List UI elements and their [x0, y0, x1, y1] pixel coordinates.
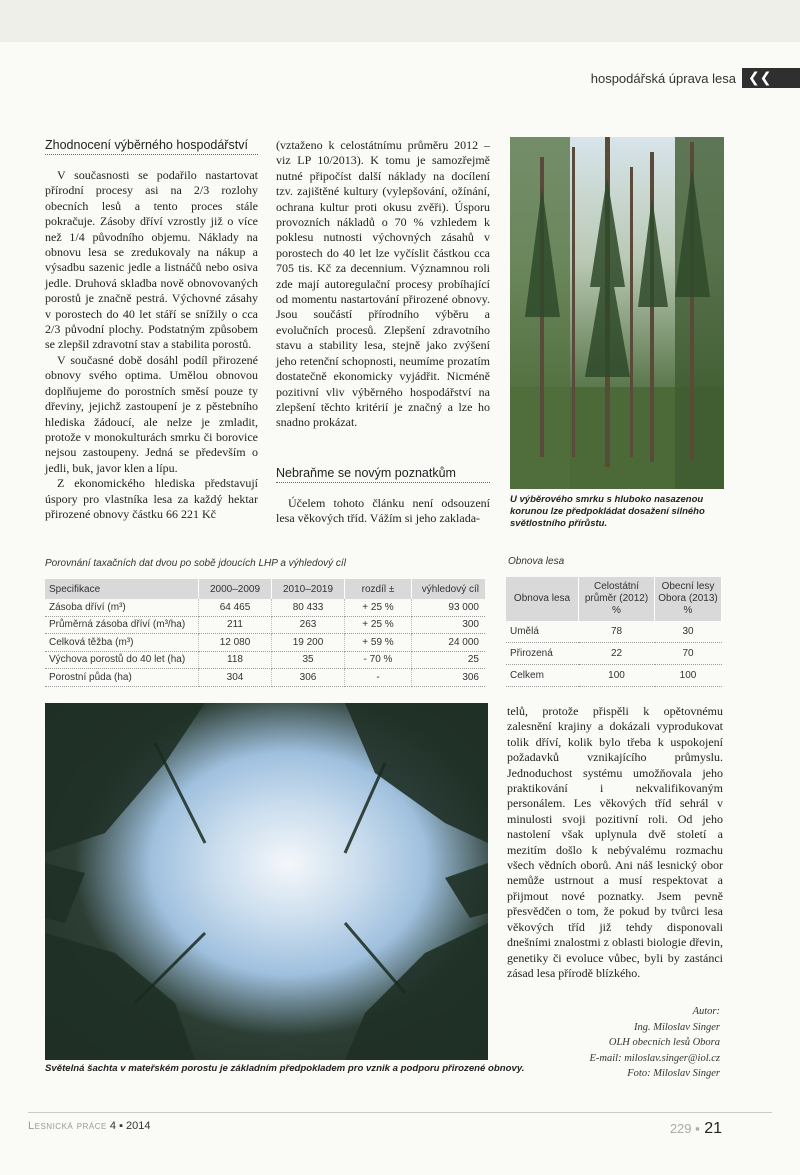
heading-new-knowledge: Nebraňme se novým poznatkům — [276, 466, 490, 483]
section-title: hospodářská úprava lesa — [590, 70, 736, 86]
author-block — [590, 1004, 721, 1082]
column-header: Celostátní průměr (2012) % — [579, 577, 655, 621]
column-header: výhledový cíl — [412, 579, 486, 599]
cell: - — [345, 669, 412, 687]
table-header-row — [506, 577, 722, 621]
paragraph: (vztaženo k celostátnímu průměru 2012 – viz LP 10/2013). K tomu je samozřejmě nutné připočíst další náklady na docílení tzv. zajištěné kultury (vylepšování, ožínání, ochrana kultur proti okusu zvěři). Úsporu provozních nákladů o 70 % vzhledem k poklesu nutnosti výchovných zásahů v porostech do 40 let lze vyčíslit částkou cca 705 tis. Kč za decennium. Významnou roli zde mají autoregulační procesy probíhající od momentu nastartování přirozené obnovy. Jsou součástí přírodního výběru a evolučních procesů. Zlepšení zdravotního stavu a stability lesa, stejně jako zvýšení jeho retenční schopnosti, neumíme prozatím dostatečně ekonomicky vyjádřit. Nicméně pozitivní vliv výběrného hospodářství na zlepšení těchto kritérií je značný a lze ho snadno prokázat. — [276, 138, 490, 430]
cell: 19 200 — [272, 634, 345, 652]
column-3 — [507, 704, 723, 981]
table-taxation-comparison — [45, 579, 485, 687]
cell: Průměrná zásoba dříví (m³/ha) — [45, 616, 199, 634]
cell: 78 — [579, 621, 655, 643]
cell: 64 465 — [199, 599, 272, 616]
column-header: Obnova lesa — [506, 577, 579, 621]
footer-divider — [28, 1112, 772, 1113]
cell: 35 — [272, 651, 345, 669]
cell: 22 — [579, 643, 655, 665]
table-row — [45, 616, 485, 634]
cell: 70 — [655, 643, 722, 665]
section-header — [500, 68, 800, 88]
column-header: Obecní lesy Obora (2013) % — [655, 577, 722, 621]
table-row — [506, 665, 722, 687]
table-row — [45, 599, 485, 616]
issue-number: 4 ▪ 2014 — [109, 1120, 151, 1132]
paragraph: telů, protože přispěli k opětovnému zalesnění krajiny a dokázali vyprodukovat tolik dříví, kolik bylo třeba k uspokojení požadavků vznikajícího průmyslu. Jednoduchost systému umožňovala jeho praktikování i nekvalifikovaným personálem. Les věkových tříd sehrál v minulosti svoji pozitivní roli. Od jeho nastolení však uplynula dvě století a mezitím došlo k nebývalému rozmachu všech vědních oborů. Ani náš lesnický obor nemůže ustrnout a musí respektovat a přijmout nové poznatky. Jsem pevně přesvědčen o tom, že pokud by tvůrci lesa věkových tříd již tehdy disponovali dnešními znalostmi z oblasti biologie dřevin, genetiky či evoluce vůbec, byli by zastánci zásad lesa přírodě blízkého. — [507, 704, 723, 980]
footer-left — [28, 1120, 151, 1132]
table1-title: Porovnání taxačních dat dvou po sobě jdoucích LHP a výhledový cíl — [45, 558, 346, 569]
photo-caption-light-shaft: Světelná šachta v mateřském porostu je základním předpokladem pro vznik a podporu přirozené obnovy. — [45, 1063, 525, 1074]
cell: + 59 % — [345, 634, 412, 652]
cell: Zásoba dříví (m³) — [45, 599, 199, 616]
paragraph: Účelem tohoto článku není odsouzení lesa věkových tříd. Vážím si jeho zaklada- — [276, 496, 490, 526]
canopy-illustration — [45, 703, 488, 1060]
column-2 — [276, 138, 490, 431]
cell: Umělá — [506, 621, 579, 643]
column-1 — [45, 168, 258, 522]
table-row — [45, 651, 485, 669]
magazine-name: Lesnická práce — [28, 1120, 107, 1132]
cell: 100 — [579, 665, 655, 687]
author-email: E-mail: miloslav.singer@iol.cz — [589, 1052, 720, 1064]
paragraph: V současné době dosáhl podíl přirozené obnovy svého optima. Umělou obnovou doplňujeme do porostních směsí pouze ty dřeviny, jejichž zastoupení je z pěstebního hlediska žádoucí, ale nelze je zmladit, protože v monokulturách smrku či borovice nejsou zastoupeny. Jedná se především o jedli, buk, javor klen a lípu. — [45, 352, 258, 475]
cell: 100 — [655, 665, 722, 687]
table2-title: Obnova lesa — [508, 556, 565, 567]
column-2-cont — [276, 496, 490, 527]
table-row — [506, 643, 722, 665]
cell: Celkem — [506, 665, 579, 687]
cell: Celková těžba (m³) — [45, 634, 199, 652]
footer-right — [670, 1120, 722, 1138]
cell: 93 000 — [412, 599, 486, 616]
cell: Porostní půda (ha) — [45, 669, 199, 687]
forest-illustration — [510, 137, 724, 489]
cell: 80 433 — [272, 599, 345, 616]
column-header: 2000–2009 — [199, 579, 272, 599]
cell: 30 — [655, 621, 722, 643]
heading-evaluation: Zhodnocení výběrného hospodářství — [45, 138, 258, 155]
table-header-row — [45, 579, 485, 599]
photo-light-shaft — [45, 703, 488, 1060]
cell: 211 — [199, 616, 272, 634]
page-number-total: 229 ▪ — [669, 1121, 700, 1136]
table-forest-renewal — [506, 577, 722, 687]
table-row — [506, 621, 722, 643]
author-name: Ing. Miloslav Singer — [633, 1021, 720, 1033]
author-label: Autor: — [692, 1006, 720, 1017]
cell: Výchova porostů do 40 let (ha) — [45, 651, 199, 669]
photo-caption-spruce: U výběrového smrku s hluboko nasazenou korunou lze předpokládat dosažení silného světlostního přírůstu. — [510, 494, 705, 529]
cell: 263 — [272, 616, 345, 634]
column-header: 2010–2019 — [272, 579, 345, 599]
page-number: 21 — [704, 1120, 722, 1137]
paragraph: V současnosti se podařilo nastartovat přírodní procesy asi na 2/3 rozlohy obecních lesů a tento proces stále pokračuje. Zásoby dříví vzrostly již o více než 1/4 původního objemu. Náklady na obnovu lesa se zredukovaly na nákup a výsadbu sazenic jedle a listnáčů nebo osiva jedle. Druhová skladba nově obnovovaných porostů je značně pestrá. Výchovné zásahy v porostech do 40 let stáří se snížily o cca 2/3 původní plochy. Podstatným způsobem se zlepšil zdravotní stav a stabilita porostů. — [45, 168, 258, 352]
cell: 304 — [199, 669, 272, 687]
cell: Přirozená — [506, 643, 579, 665]
cell: 12 080 — [199, 634, 272, 652]
top-band — [0, 0, 800, 42]
cell: 306 — [272, 669, 345, 687]
cell: + 25 % — [345, 599, 412, 616]
cell: 25 — [412, 651, 486, 669]
cell: 300 — [412, 616, 486, 634]
chevron-left-icon: ❮❮ — [742, 68, 800, 88]
column-header: Specifikace — [45, 579, 199, 599]
cell: + 25 % — [345, 616, 412, 634]
table-row — [45, 634, 485, 652]
column-header: rozdíl ± — [345, 579, 412, 599]
cell: 24 000 — [412, 634, 486, 652]
table-row — [45, 669, 485, 687]
photo-spruce-forest — [510, 137, 724, 489]
cell: 306 — [412, 669, 486, 687]
cell: - 70 % — [345, 651, 412, 669]
paragraph: Z ekonomického hlediska představují úspory pro vlastníka lesa za každý hektar přirozené obnovy částku 66 221 Kč — [45, 476, 258, 521]
photo-credit: Foto: Miloslav Singer — [627, 1068, 720, 1079]
author-org: OLH obecních lesů Obora — [608, 1037, 720, 1048]
cell: 118 — [199, 651, 272, 669]
